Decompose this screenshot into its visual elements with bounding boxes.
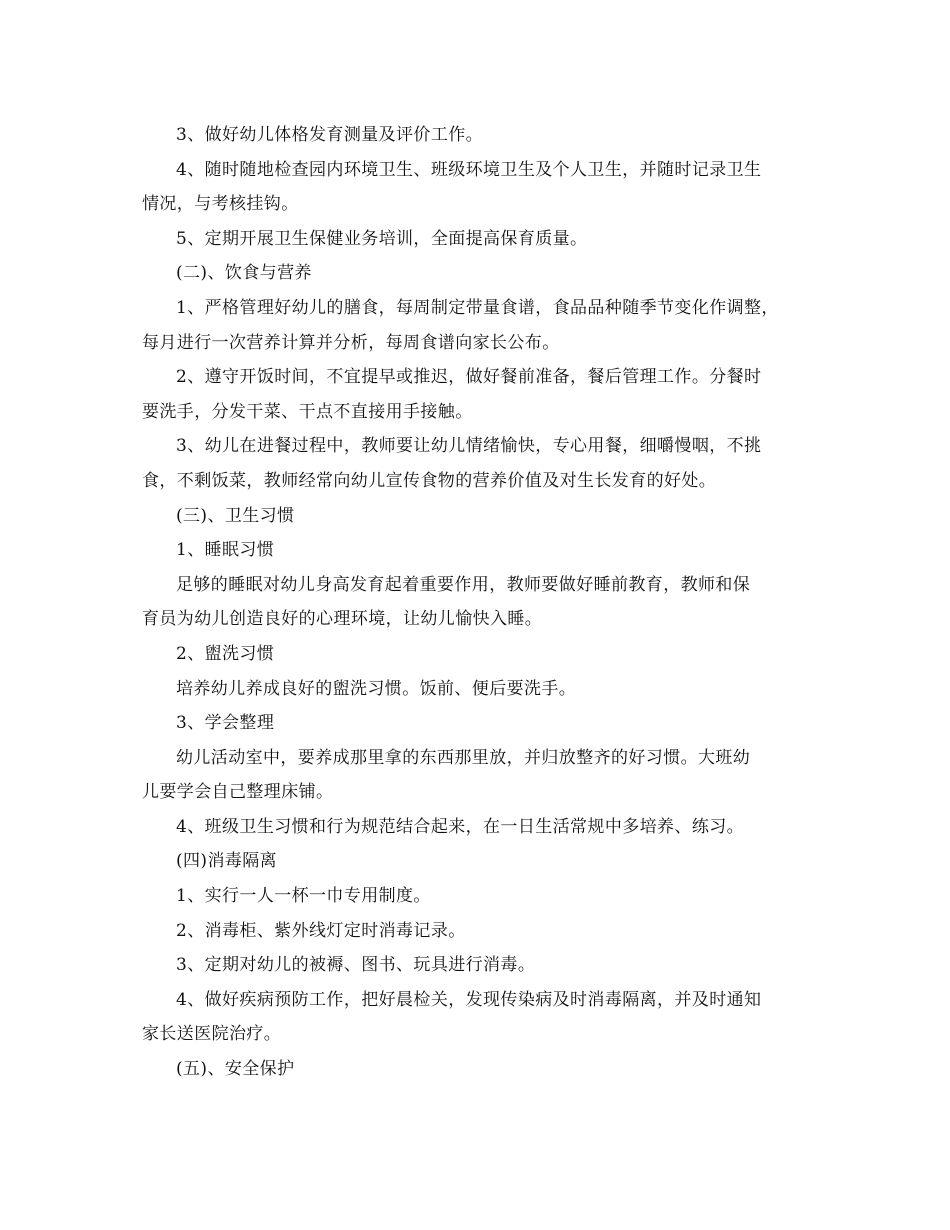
paragraph <box>142 983 812 1052</box>
text-line: 食，不剩饭菜，教师经常向幼儿宣传食物的营养价值及对生长发育的好处。 <box>142 470 717 491</box>
text-line: 4、做好疾病预防工作，把好晨检关，发现传染病及时消毒隔离，并及时通知 <box>176 989 762 1010</box>
text-line: 培养幼儿养成良好的盥洗习惯。饭前、便后要洗手。 <box>176 678 577 699</box>
paragraph <box>142 153 812 222</box>
section-heading <box>142 1052 812 1087</box>
text-line: 5、定期开展卫生保健业务培训，全面提高保育质量。 <box>176 228 588 249</box>
paragraph <box>142 879 812 914</box>
text-line: 3、定期对幼儿的被褥、图书、玩具进行消毒。 <box>176 955 536 976</box>
text-line: 4、班级卫生习惯和行为规范结合起来，在一日生活常规中多培养、练习。 <box>176 816 745 837</box>
paragraph <box>142 222 812 257</box>
text-line: 1、严格管理好幼儿的膳食，每周制定带量食谱，食品品种随季节变化作调整， <box>176 297 779 318</box>
text-line: 育员为幼儿创造良好的心理环境，让幼儿愉快入睡。 <box>142 609 543 630</box>
paragraph <box>142 948 812 983</box>
paragraph <box>142 429 812 498</box>
paragraph <box>142 291 812 360</box>
paragraph <box>142 914 812 949</box>
text-line: 3、做好幼儿体格发育测量及评价工作。 <box>176 125 484 145</box>
section-heading <box>142 499 812 534</box>
text-line: 情况，与考核挂钩。 <box>142 194 299 215</box>
text-line: 1、睡眠习惯 <box>176 540 275 561</box>
text-line: 家长送医院治疗。 <box>142 1024 282 1045</box>
paragraph <box>142 568 812 637</box>
text-line: 每月进行一次营养计算并分析，每周食谱向家长公布。 <box>142 332 560 353</box>
subsection-heading <box>142 637 812 672</box>
section-heading <box>142 256 812 291</box>
text-line: (二)、饮食与营养 <box>176 263 312 284</box>
paragraph <box>142 360 812 429</box>
paragraph <box>142 741 812 810</box>
section-heading <box>142 844 812 879</box>
text-line: (五)、安全保护 <box>176 1059 295 1080</box>
text-line: 3、幼儿在进餐过程中，教师要让幼儿情绪愉快，专心用餐，细嚼慢咽，不挑 <box>176 436 762 457</box>
paragraph <box>142 118 812 153</box>
text-line: 幼儿活动室中，要养成那里拿的东西那里放，并归放整齐的好习惯。大班幼 <box>176 747 751 768</box>
text-line: 2、消毒柜、紫外线灯定时消毒记录。 <box>176 920 466 941</box>
subsection-heading <box>142 533 812 568</box>
text-line: (三)、卫生习惯 <box>176 505 295 526</box>
text-line: 要洗手，分发干菜、干点不直接用手接触。 <box>142 401 473 422</box>
text-line: 4、随时随地检查园内环境卫生、班级环境卫生及个人卫生，并随时记录卫生 <box>176 159 762 180</box>
paragraph <box>142 672 812 707</box>
text-line: 儿要学会自己整理床铺。 <box>142 782 334 803</box>
text-line: 1、实行一人一杯一巾专用制度。 <box>176 886 431 907</box>
text-line: 2、盥洗习惯 <box>176 643 275 664</box>
text-line: (四)消毒隔离 <box>176 851 278 872</box>
document-body <box>142 118 812 1087</box>
paragraph <box>142 810 812 845</box>
text-line: 2、遵守开饭时间，不宜提早或推迟，做好餐前准备，餐后管理工作。分餐时 <box>176 367 762 388</box>
text-line: 3、学会整理 <box>176 713 275 734</box>
subsection-heading <box>142 706 812 741</box>
text-line: 足够的睡眠对幼儿身高发育起着重要作用，教师要做好睡前教育，教师和保 <box>176 574 751 595</box>
